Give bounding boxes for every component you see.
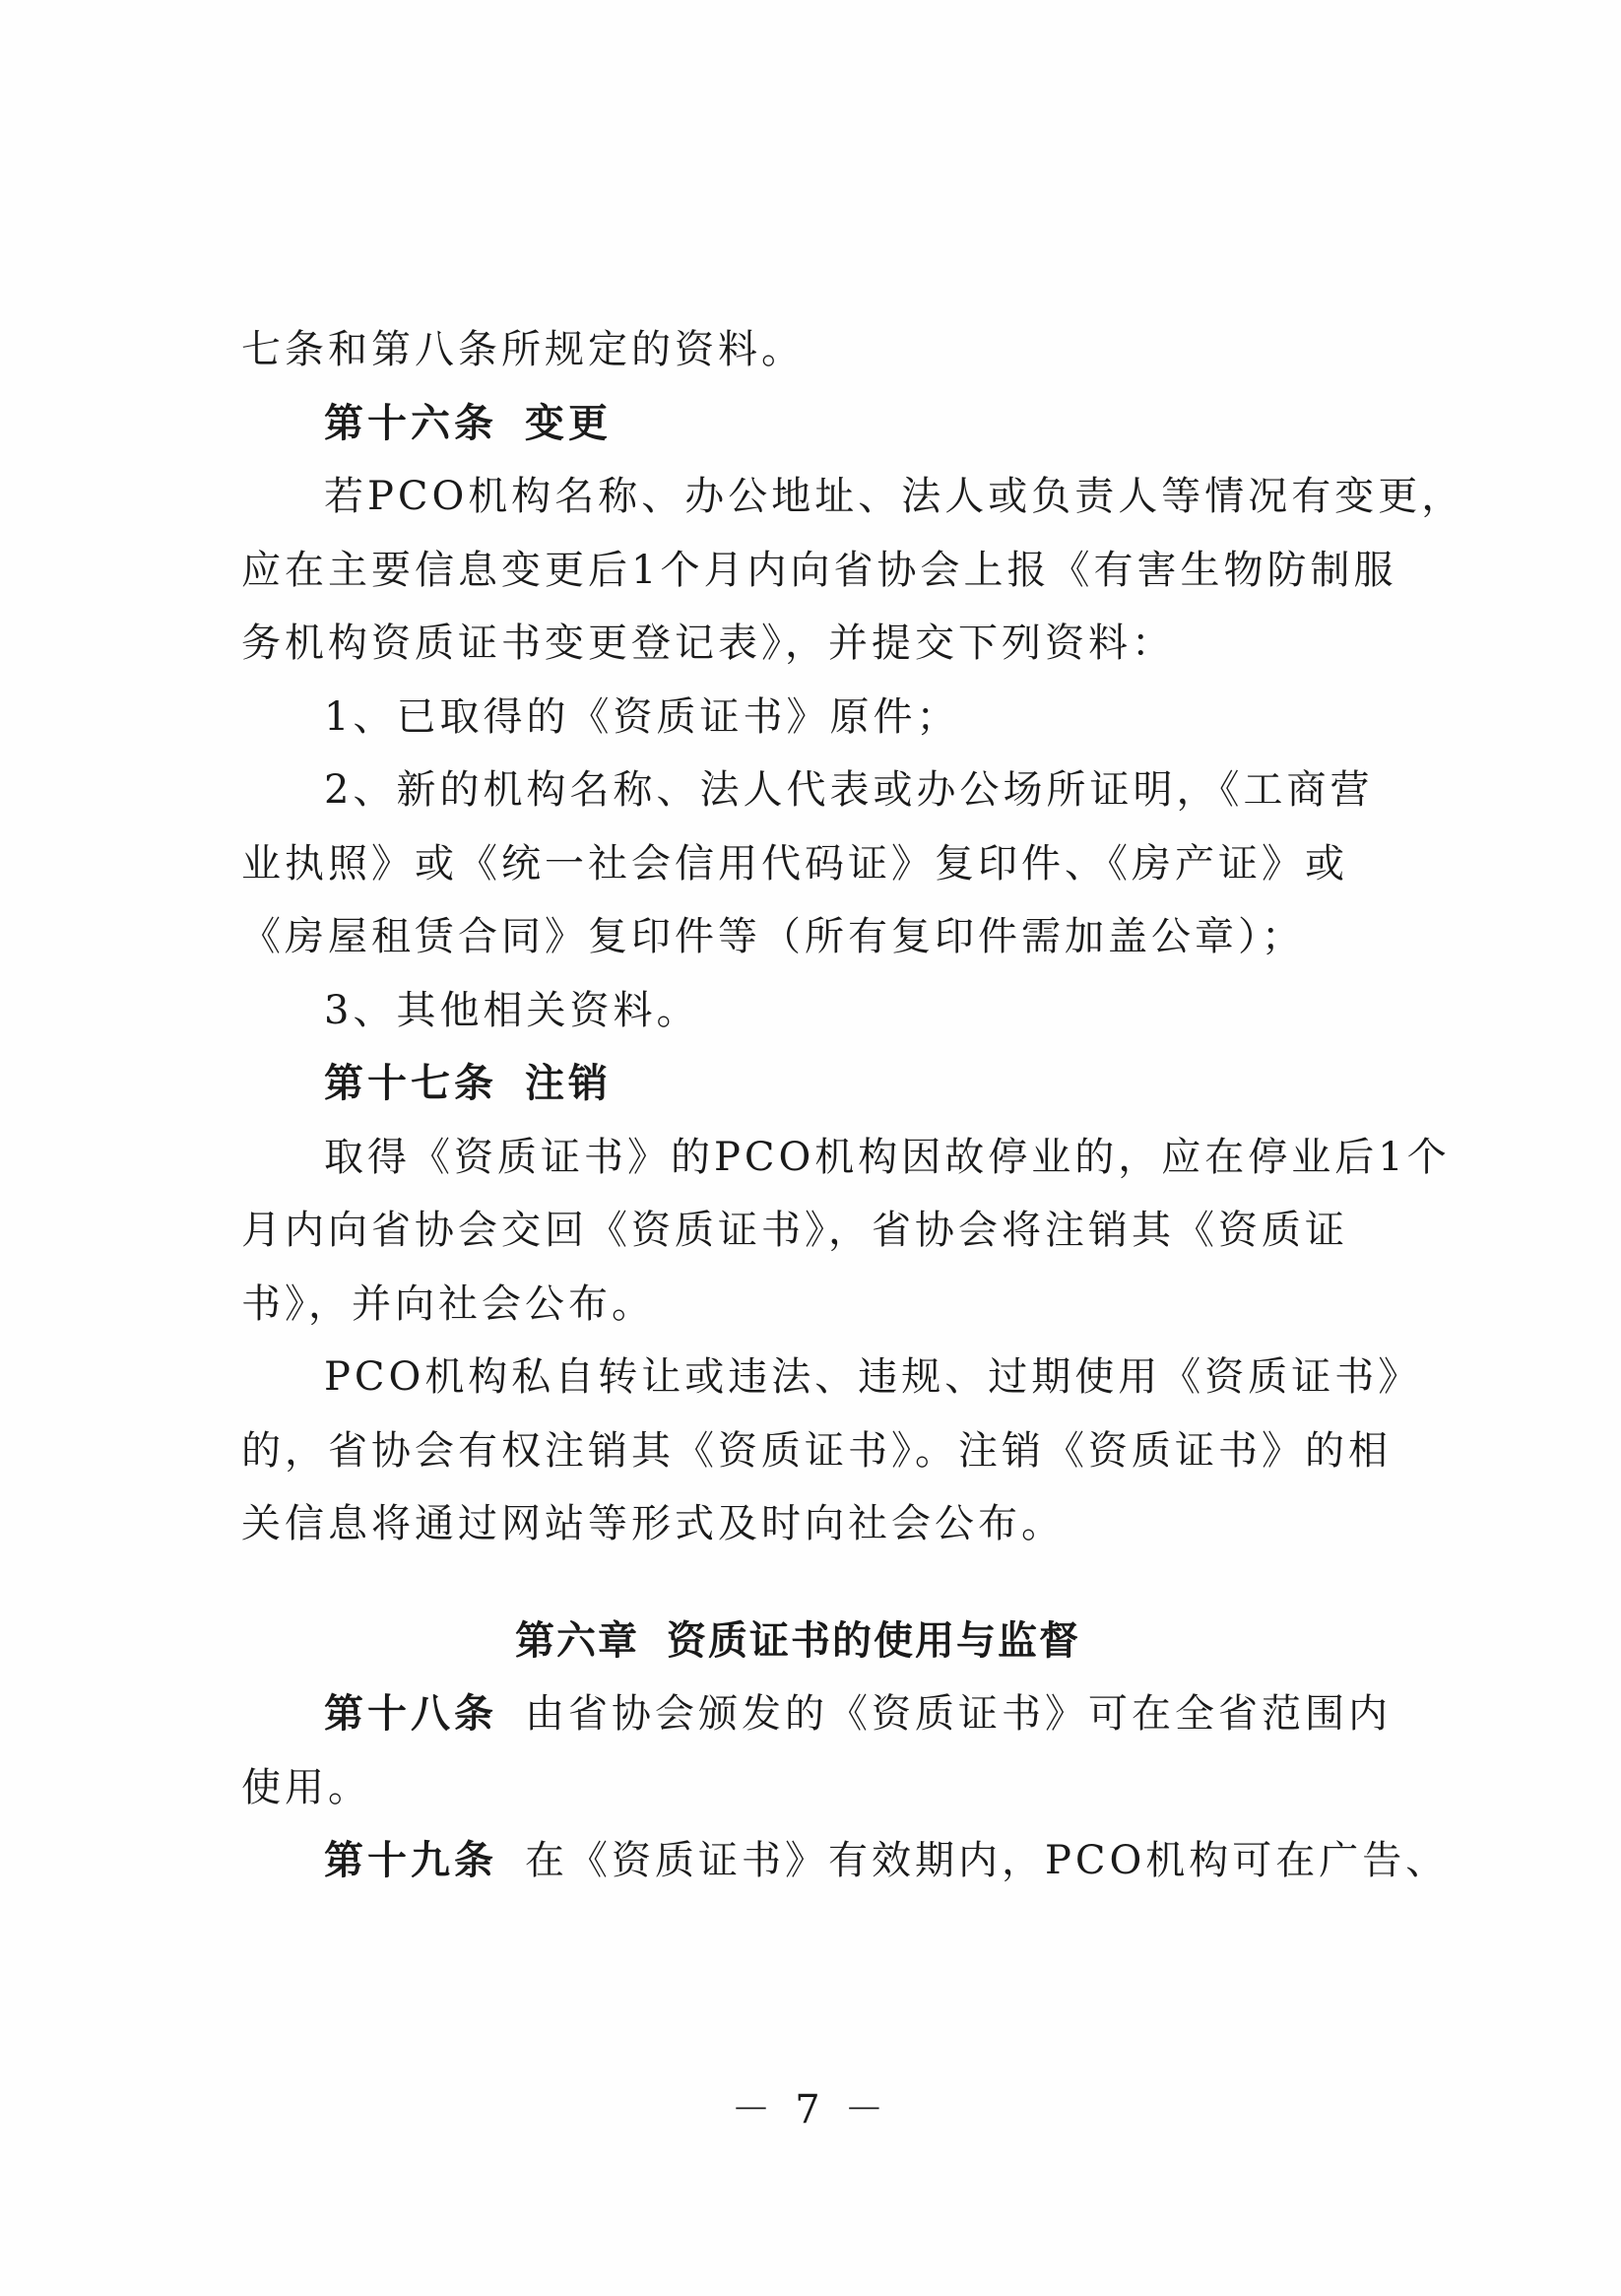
paragraph-line: 关信息将通过网站等形式及时向社会公布。 bbox=[241, 1501, 1065, 1546]
list-item: 3、其他相关资料。 bbox=[324, 987, 700, 1033]
article-18-text: 由省协会颁发的《资质证书》可在全省范围内 bbox=[525, 1691, 1392, 1737]
document-body bbox=[241, 313, 1465, 1898]
article-16-title: 变更 bbox=[525, 400, 612, 446]
article-19-number: 第十九条 bbox=[324, 1838, 497, 1883]
list-item: 2、新的机构名称、法人代表或办公场所证明，《工商营 bbox=[324, 767, 1374, 813]
paragraph-line: 七条和第八条所规定的资料。 bbox=[241, 327, 805, 372]
chapter-6-title: 资质证书的使用与监督 bbox=[667, 1617, 1080, 1664]
page-number: － 7 － bbox=[731, 2087, 890, 2132]
paragraph-line: 《房屋租赁合同》复印件等（所有复印件需加盖公章）； bbox=[241, 914, 1305, 959]
paragraph-line: 取得《资质证书》的PCO机构因故停业的，应在停业后1个 bbox=[324, 1134, 1451, 1180]
article-18-paragraph bbox=[241, 1677, 1392, 1751]
article-18-number: 第十八条 bbox=[324, 1691, 497, 1737]
paragraph-line: 的，省协会有权注销其《资质证书》。注销《资质证书》的相 bbox=[241, 1427, 1392, 1474]
paragraph-line: 应在主要信息变更后1个月内向省协会上报《有害生物防制服 bbox=[241, 547, 1397, 593]
article-17-number: 第十七条 bbox=[324, 1061, 497, 1106]
article-19-text: 在《资质证书》有效期内，PCO机构可在广告、 bbox=[525, 1838, 1450, 1883]
article-17-title: 注销 bbox=[525, 1061, 612, 1106]
paragraph-line: 业执照》或《统一社会信用代码证》复印件、《房产证》或 bbox=[241, 840, 1348, 886]
chapter-6-heading bbox=[241, 1605, 1354, 1678]
paragraph-line: 务机构资质证书变更登记表》，并提交下列资料： bbox=[241, 621, 1175, 666]
paragraph-line: PCO机构私自转让或违法、违规、过期使用《资质证书》 bbox=[324, 1354, 1422, 1400]
chapter-6-number: 第六章 bbox=[515, 1617, 639, 1664]
article-16-number: 第十六条 bbox=[324, 400, 497, 446]
article-16-heading bbox=[241, 387, 1354, 461]
paragraph-line: 月内向省协会交回《资质证书》，省协会将注销其《资质证 bbox=[241, 1208, 1348, 1253]
article-17-heading bbox=[241, 1047, 1354, 1121]
article-19-paragraph bbox=[241, 1824, 1450, 1898]
list-item: 1、已取得的《资质证书》原件； bbox=[324, 693, 960, 740]
paragraph-line: 使用。 bbox=[241, 1764, 371, 1810]
paragraph-line: 书》，并向社会公布。 bbox=[241, 1280, 655, 1327]
paragraph-line: 若PCO机构名称、办公地址、法人或负责人等情况有变更， bbox=[324, 474, 1465, 519]
